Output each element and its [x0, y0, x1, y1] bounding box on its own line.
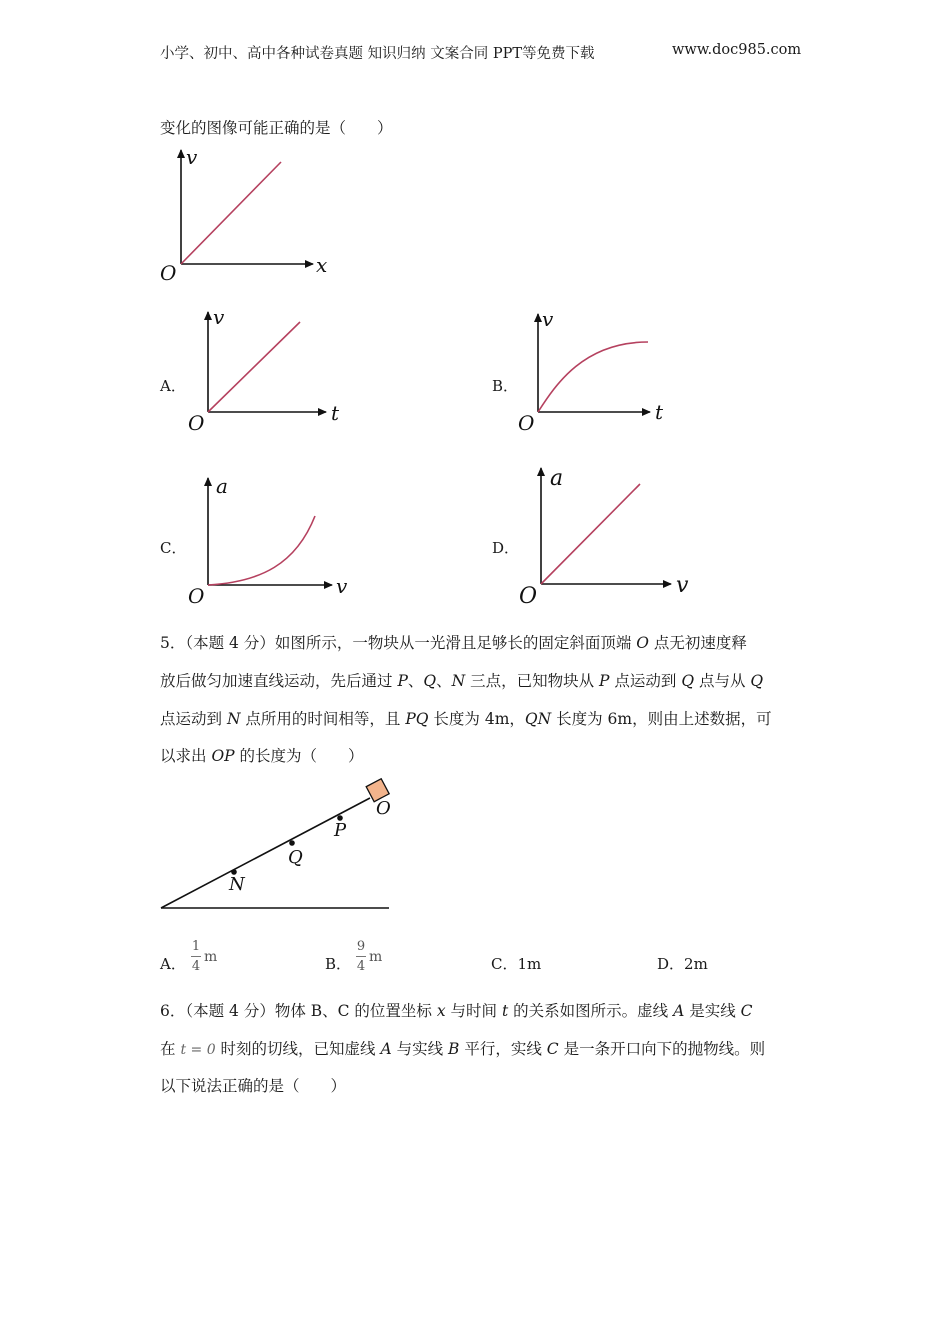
curve-line [181, 162, 281, 264]
q5-option-b-unit: m [369, 949, 383, 965]
origin-label: O [188, 411, 205, 435]
curve-line [541, 484, 640, 584]
curve-line [208, 516, 315, 585]
q5-option-b-numerator: 9 [356, 939, 366, 954]
curve-line [538, 342, 648, 412]
x-axis-label: v [676, 573, 689, 598]
q4-option-d-graph [518, 462, 703, 607]
label-n: N [229, 874, 245, 895]
q5-option-b-label[interactable]: B． [325, 955, 352, 973]
y-axis-label: v [542, 307, 554, 331]
q4-option-a-graph [186, 306, 356, 436]
q4-tail-text: 变化的图像可能正确的是（ ） [160, 119, 393, 137]
x-axis-label: x [316, 253, 328, 277]
q6-line-3: 以下说法正确的是（ ） [160, 1077, 347, 1095]
x-axis-label: v [336, 574, 348, 598]
q5-option-c-label: C． [491, 955, 518, 973]
origin-label: O [519, 584, 538, 609]
y-axis-label: a [550, 466, 564, 491]
q6-line-2: 在 t = 0 时刻的切线，已知虚线 A 与实线 B 平行，实线 C 是一条开口向下的抛物线。则 [160, 1040, 766, 1058]
q5-option-a-fraction-bar [191, 956, 201, 957]
header-url[interactable]: www.doc985.com [672, 42, 802, 58]
curve-line [208, 322, 300, 412]
q4-main-graph [158, 146, 338, 286]
q6-line-1: 6．（本题 4 分）物体 B、C 的位置坐标 x 与时间 t 的关系如图所示。虚线 A 是实线 C [160, 1002, 753, 1020]
header-left: 小学、初中、高中各种试卷真题 知识归纳 文案合同 PPT等免费下载 [160, 46, 595, 62]
label-o: O [376, 798, 391, 819]
q5-incline-figure [158, 776, 418, 916]
x-axis-label: t [655, 400, 664, 424]
q4-option-d-label[interactable]: D． [492, 539, 520, 557]
q4-option-b-graph [516, 306, 686, 436]
y-axis-label: a [216, 474, 228, 498]
q5-option-b-fraction-bar [356, 956, 366, 957]
q5-option-d-text: 2m [684, 955, 708, 973]
q5-option-d-label: D． [657, 955, 685, 973]
q5-option-a-numerator: 1 [191, 939, 201, 954]
y-axis-label: v [213, 305, 225, 329]
origin-label: O [160, 261, 177, 285]
q5-option-a-label[interactable]: A． [160, 955, 186, 973]
q5-option-a-denominator: 4 [191, 959, 201, 974]
q5-line-1: 5．（本题 4 分）如图所示，一物块从一光滑且足够长的固定斜面顶端 O 点无初速度释 [160, 634, 747, 652]
origin-label: O [188, 584, 205, 608]
q4-option-c-label[interactable]: C． [160, 539, 187, 557]
q5-option-b-denominator: 4 [356, 959, 366, 974]
label-q: Q [288, 847, 303, 868]
q5-option-c-text: 1m [517, 955, 542, 973]
q5-option-a-unit: m [204, 949, 218, 965]
q5-line-2: 放后做匀加速直线运动，先后通过 P、Q、N 三点，已知物块从 P 点运动到 Q 点与从 Q [160, 672, 764, 690]
y-axis-label: v [186, 145, 198, 169]
q4-option-a-label[interactable]: A． [160, 377, 186, 395]
q5-line-3: 点运动到 N 点所用的时间相等，且 PQ 长度为 4m，QN 长度为 6m，则由上述数据，可 [160, 710, 772, 728]
point-q [289, 840, 295, 846]
q4-option-b-label[interactable]: B． [492, 377, 519, 395]
q5-option-c[interactable] [491, 953, 541, 974]
q4-option-c-graph [186, 472, 361, 607]
label-p: P [334, 820, 347, 841]
q5-option-d[interactable] [657, 953, 708, 974]
x-axis-label: t [331, 401, 340, 425]
q5-line-4: 以求出 OP 的长度为（ ） [160, 747, 364, 765]
origin-label: O [518, 411, 535, 435]
incline-line [161, 798, 370, 908]
